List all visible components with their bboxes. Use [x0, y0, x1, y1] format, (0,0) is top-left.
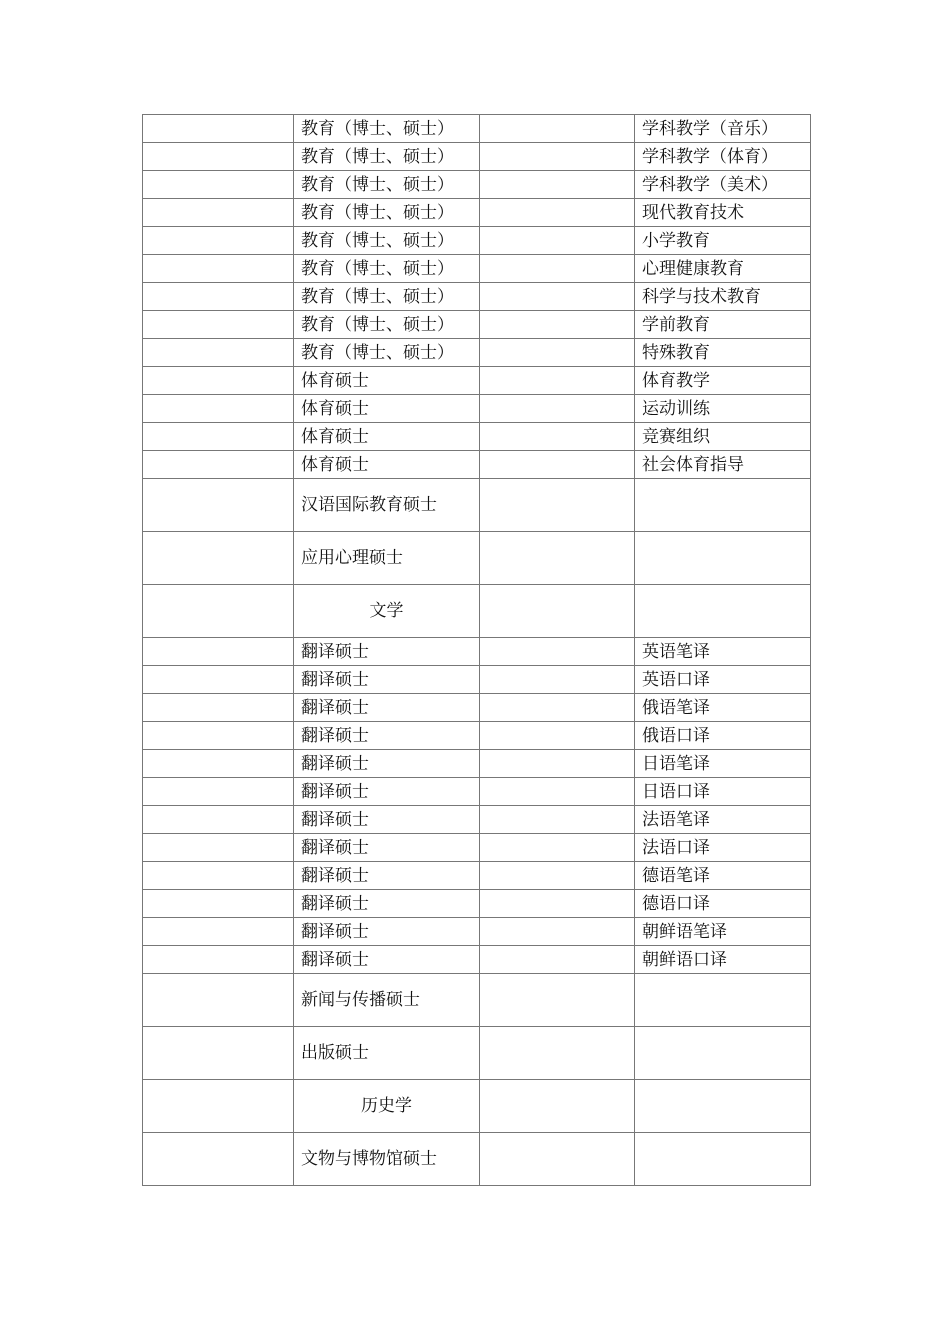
empty-cell: [143, 199, 294, 227]
degree-cell: 教育（博士、硕士）: [294, 171, 480, 199]
table-row: [143, 479, 811, 532]
empty-cell: [143, 778, 294, 806]
field-cell: [635, 479, 811, 532]
table-row: [143, 199, 811, 227]
field-cell: 竞赛组织: [635, 423, 811, 451]
table-row: [143, 115, 811, 143]
field-cell: [635, 585, 811, 638]
degree-cell: 体育硕士: [294, 423, 480, 451]
empty-cell: [480, 143, 635, 171]
degree-cell: 翻译硕士: [294, 834, 480, 862]
field-cell: 体育教学: [635, 367, 811, 395]
table-row: [143, 1133, 811, 1186]
empty-cell: [480, 115, 635, 143]
field-cell: 日语笔译: [635, 750, 811, 778]
degree-cell: 体育硕士: [294, 395, 480, 423]
degree-cell: 文物与博物馆硕士: [294, 1133, 480, 1186]
empty-cell: [480, 1027, 635, 1080]
field-cell: [635, 532, 811, 585]
table-row: [143, 1080, 811, 1133]
field-cell: 学科教学（美术）: [635, 171, 811, 199]
table-row: [143, 227, 811, 255]
field-cell: [635, 974, 811, 1027]
empty-cell: [480, 974, 635, 1027]
degree-cell: 教育（博士、硕士）: [294, 339, 480, 367]
empty-cell: [143, 479, 294, 532]
empty-cell: [480, 946, 635, 974]
table-row: [143, 311, 811, 339]
table-row: [143, 806, 811, 834]
empty-cell: [480, 395, 635, 423]
degree-cell: 教育（博士、硕士）: [294, 283, 480, 311]
table-row: [143, 666, 811, 694]
empty-cell: [480, 722, 635, 750]
empty-cell: [480, 666, 635, 694]
table-row: [143, 946, 811, 974]
field-cell: 特殊教育: [635, 339, 811, 367]
empty-cell: [143, 946, 294, 974]
empty-cell: [480, 199, 635, 227]
degree-cell: 教育（博士、硕士）: [294, 311, 480, 339]
empty-cell: [143, 311, 294, 339]
empty-cell: [143, 1133, 294, 1186]
field-cell: 法语口译: [635, 834, 811, 862]
empty-cell: [143, 750, 294, 778]
empty-cell: [143, 395, 294, 423]
empty-cell: [143, 255, 294, 283]
table-row: [143, 750, 811, 778]
field-cell: 学前教育: [635, 311, 811, 339]
field-cell: 俄语笔译: [635, 694, 811, 722]
field-cell: 日语口译: [635, 778, 811, 806]
empty-cell: [143, 890, 294, 918]
empty-cell: [143, 694, 294, 722]
degree-cell: 翻译硕士: [294, 638, 480, 666]
empty-cell: [480, 339, 635, 367]
table-row: [143, 283, 811, 311]
field-cell: 朝鲜语笔译: [635, 918, 811, 946]
empty-cell: [480, 227, 635, 255]
empty-cell: [143, 722, 294, 750]
empty-cell: [143, 834, 294, 862]
empty-cell: [480, 1133, 635, 1186]
empty-cell: [143, 171, 294, 199]
degree-cell: 翻译硕士: [294, 778, 480, 806]
field-cell: 学科教学（音乐）: [635, 115, 811, 143]
empty-cell: [143, 1080, 294, 1133]
field-cell: 英语笔译: [635, 638, 811, 666]
empty-cell: [143, 918, 294, 946]
empty-cell: [480, 585, 635, 638]
field-cell: 法语笔译: [635, 806, 811, 834]
field-cell: [635, 1080, 811, 1133]
field-cell: [635, 1133, 811, 1186]
empty-cell: [143, 143, 294, 171]
empty-cell: [480, 918, 635, 946]
degree-cell: 翻译硕士: [294, 666, 480, 694]
empty-cell: [143, 451, 294, 479]
degree-cell: 教育（博士、硕士）: [294, 255, 480, 283]
empty-cell: [143, 585, 294, 638]
empty-cell: [143, 367, 294, 395]
table-row: [143, 778, 811, 806]
table-row: [143, 423, 811, 451]
empty-cell: [480, 890, 635, 918]
empty-cell: [480, 1080, 635, 1133]
field-cell: 小学教育: [635, 227, 811, 255]
field-cell: 学科教学（体育）: [635, 143, 811, 171]
field-cell: 德语口译: [635, 890, 811, 918]
field-cell: [635, 1027, 811, 1080]
table-row: [143, 918, 811, 946]
empty-cell: [480, 171, 635, 199]
empty-cell: [480, 694, 635, 722]
table-row: [143, 171, 811, 199]
empty-cell: [143, 862, 294, 890]
table-row: [143, 255, 811, 283]
empty-cell: [480, 311, 635, 339]
table-row: [143, 890, 811, 918]
empty-cell: [480, 806, 635, 834]
empty-cell: [480, 834, 635, 862]
degree-cell: 教育（博士、硕士）: [294, 227, 480, 255]
empty-cell: [143, 283, 294, 311]
field-cell: 社会体育指导: [635, 451, 811, 479]
degree-cell: 文学: [294, 585, 480, 638]
degree-cell: 翻译硕士: [294, 946, 480, 974]
field-cell: 朝鲜语口译: [635, 946, 811, 974]
degree-cell: 应用心理硕士: [294, 532, 480, 585]
degree-cell: 新闻与传播硕士: [294, 974, 480, 1027]
empty-cell: [143, 974, 294, 1027]
degree-cell: 教育（博士、硕士）: [294, 199, 480, 227]
degree-cell: 教育（博士、硕士）: [294, 143, 480, 171]
degree-table: [142, 114, 811, 1186]
field-cell: 运动训练: [635, 395, 811, 423]
degree-cell: 翻译硕士: [294, 750, 480, 778]
degree-cell: 汉语国际教育硕士: [294, 479, 480, 532]
table-row: [143, 974, 811, 1027]
field-cell: 俄语口译: [635, 722, 811, 750]
degree-cell: 体育硕士: [294, 451, 480, 479]
degree-cell: 翻译硕士: [294, 806, 480, 834]
empty-cell: [143, 638, 294, 666]
degree-cell: 体育硕士: [294, 367, 480, 395]
empty-cell: [480, 451, 635, 479]
empty-cell: [480, 532, 635, 585]
empty-cell: [480, 750, 635, 778]
table-body: [143, 115, 811, 1186]
table-row: [143, 694, 811, 722]
table-row: [143, 834, 811, 862]
empty-cell: [480, 479, 635, 532]
degree-cell: 翻译硕士: [294, 694, 480, 722]
degree-cell: 翻译硕士: [294, 918, 480, 946]
empty-cell: [143, 227, 294, 255]
table-row: [143, 451, 811, 479]
degree-cell: 翻译硕士: [294, 722, 480, 750]
empty-cell: [480, 862, 635, 890]
empty-cell: [480, 423, 635, 451]
table-row: [143, 585, 811, 638]
empty-cell: [480, 638, 635, 666]
empty-cell: [480, 367, 635, 395]
table-row: [143, 532, 811, 585]
empty-cell: [480, 283, 635, 311]
table-row: [143, 395, 811, 423]
table-row: [143, 367, 811, 395]
table-row: [143, 339, 811, 367]
degree-cell: 历史学: [294, 1080, 480, 1133]
table-row: [143, 638, 811, 666]
empty-cell: [143, 806, 294, 834]
table-row: [143, 1027, 811, 1080]
table-row: [143, 143, 811, 171]
field-cell: 科学与技术教育: [635, 283, 811, 311]
degree-cell: 教育（博士、硕士）: [294, 115, 480, 143]
empty-cell: [143, 339, 294, 367]
field-cell: 心理健康教育: [635, 255, 811, 283]
empty-cell: [143, 666, 294, 694]
table-row: [143, 722, 811, 750]
empty-cell: [480, 778, 635, 806]
field-cell: 现代教育技术: [635, 199, 811, 227]
degree-cell: 翻译硕士: [294, 890, 480, 918]
empty-cell: [143, 423, 294, 451]
degree-cell: 出版硕士: [294, 1027, 480, 1080]
empty-cell: [143, 532, 294, 585]
empty-cell: [480, 255, 635, 283]
empty-cell: [143, 1027, 294, 1080]
field-cell: 英语口译: [635, 666, 811, 694]
field-cell: 德语笔译: [635, 862, 811, 890]
degree-cell: 翻译硕士: [294, 862, 480, 890]
table-row: [143, 862, 811, 890]
empty-cell: [143, 115, 294, 143]
